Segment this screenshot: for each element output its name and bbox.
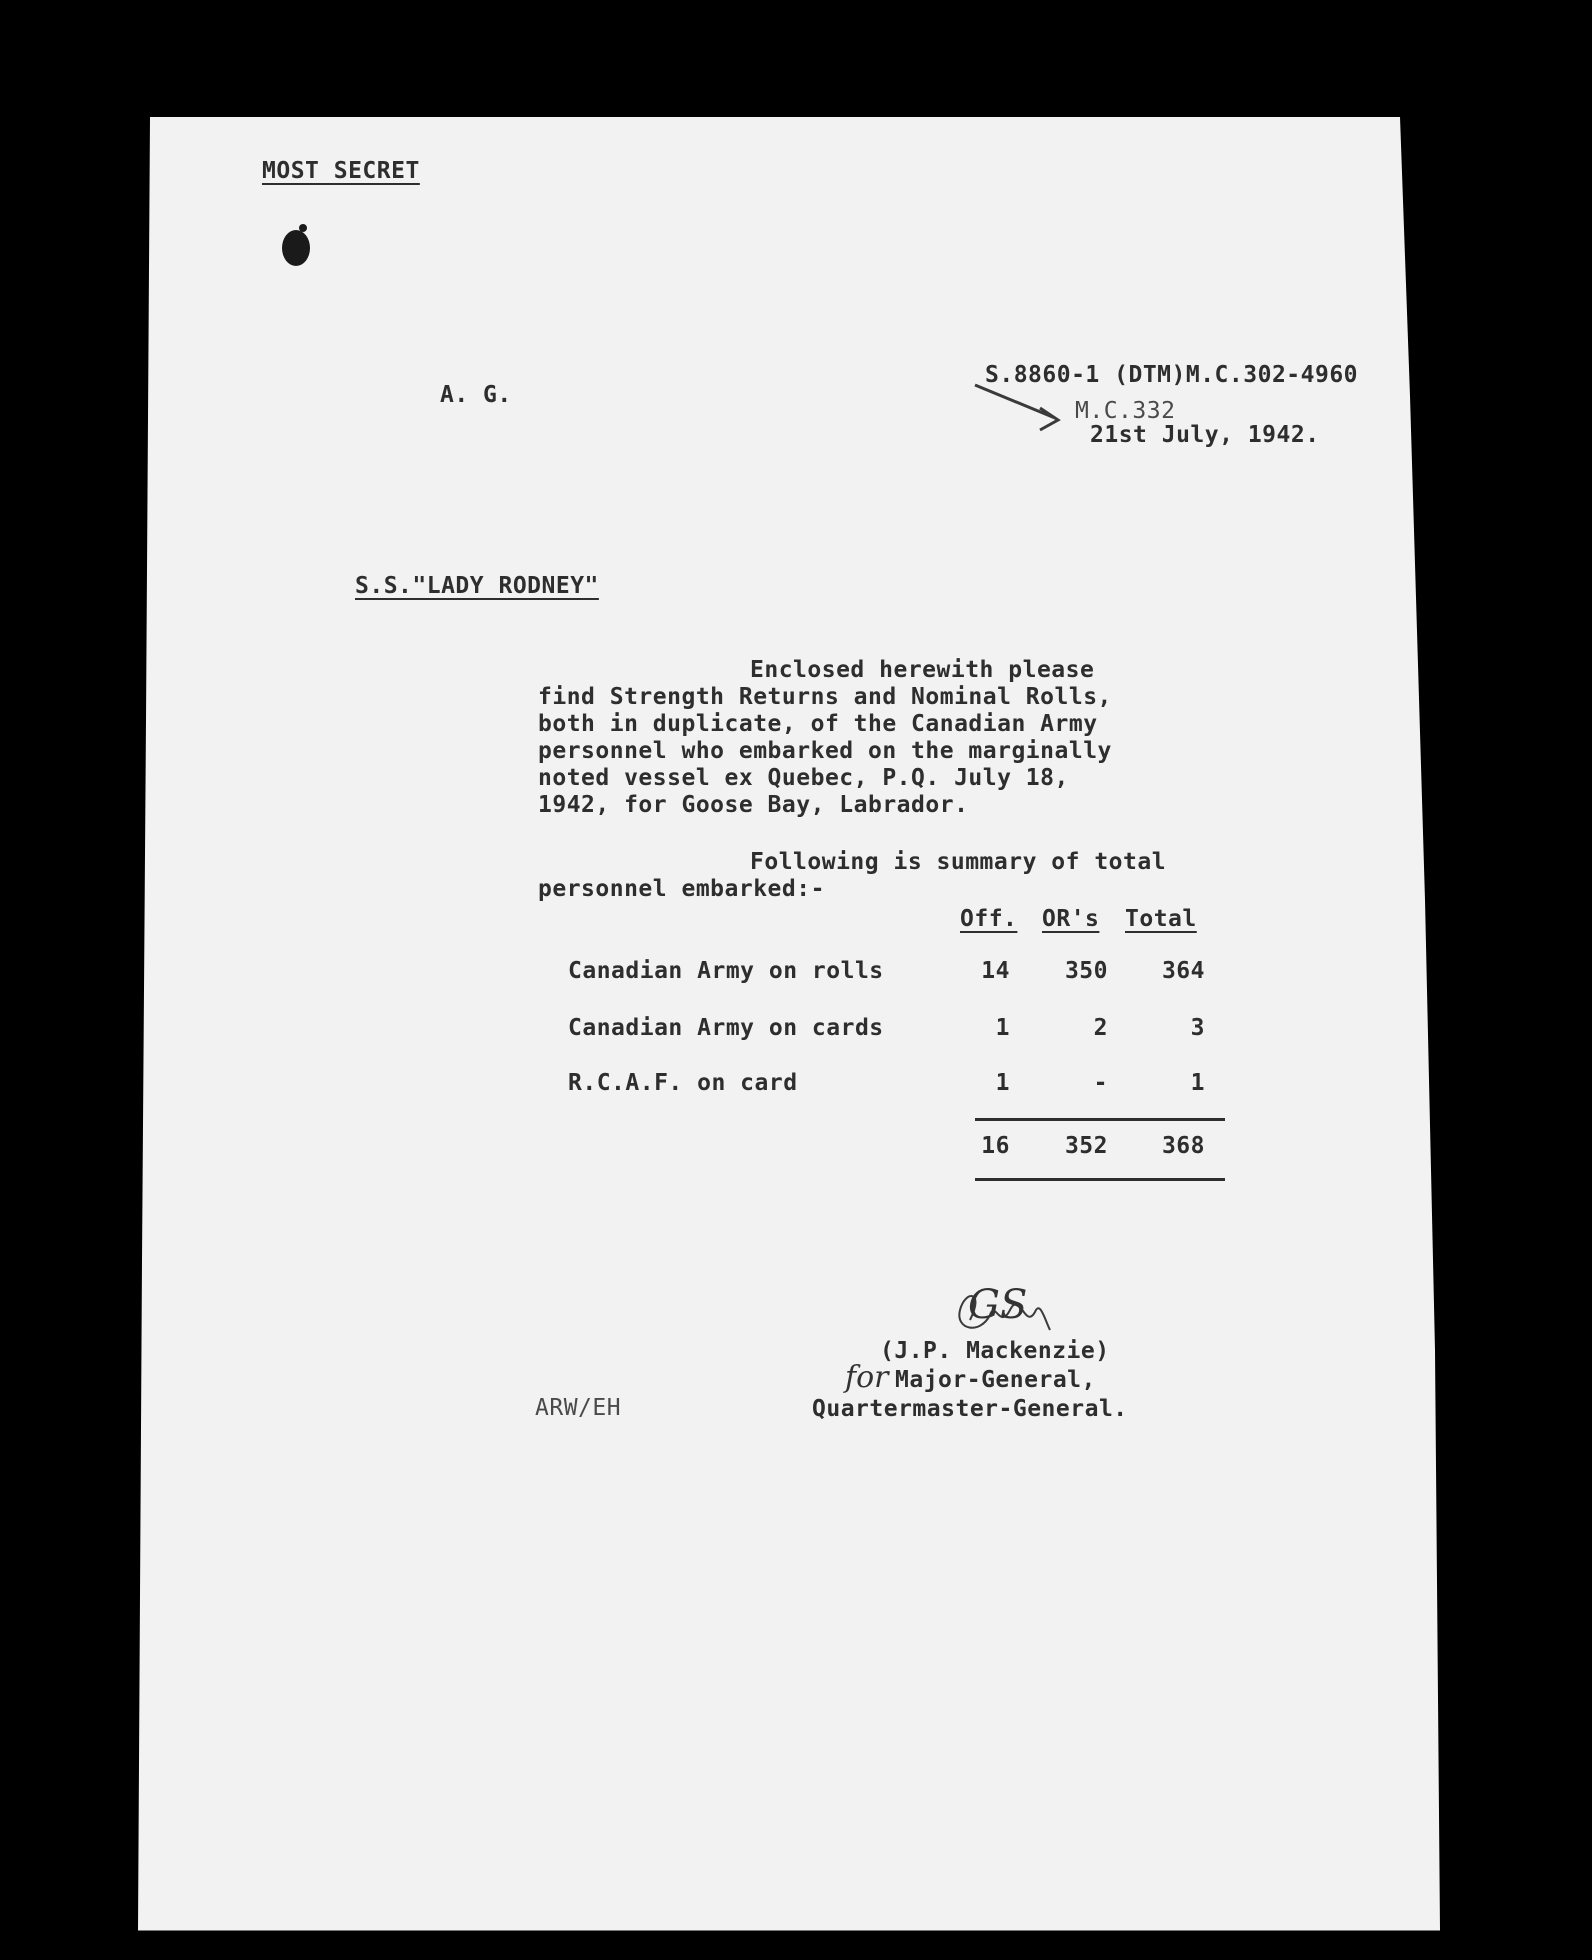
column-header-off: Off. [960,906,1018,932]
typist-reference: ARW/EH [535,1395,622,1421]
secondary-reference: M.C.332 [1075,398,1176,424]
column-header-ors: OR's [1042,906,1100,932]
row-off: 1 [995,1070,1010,1096]
row-total: 3 [1190,1015,1205,1041]
total-off: 16 [981,1133,1010,1159]
row-ors: - [1093,1070,1108,1096]
body-line: find Strength Returns and Nominal Rolls, [538,684,1112,710]
row-ors: 2 [1093,1015,1108,1041]
body-line: personnel who embarked on the marginally [538,738,1112,764]
row-ors: 350 [1064,958,1108,984]
body-line: both in duplicate, of the Canadian Army [538,711,1098,737]
row-off: 14 [981,958,1010,984]
signature-for-mark: for [845,1360,889,1395]
body-line: personnel embarked:- [538,876,825,902]
body-line: 1942, for Goose Bay, Labrador. [538,792,969,818]
row-label: Canadian Army on rolls [568,958,884,984]
total-rule-top [975,1118,1225,1121]
row-total: 364 [1161,958,1205,984]
signatory-name: (J.P. Mackenzie) [880,1338,1110,1364]
addressee: A. G. [440,382,512,408]
document-date: 21st July, 1942. [1090,422,1320,448]
ink-blot [282,230,310,266]
body-line: Following is summary of total [750,849,1167,875]
row-off: 1 [995,1015,1010,1041]
row-total: 1 [1190,1070,1205,1096]
column-header-total: Total [1125,906,1197,932]
file-reference: S.8860-1 (DTM)M.C.302-4960 [985,362,1359,388]
signature-initials: GS [968,1282,1028,1328]
row-label: R.C.A.F. on card [568,1070,798,1096]
total-ors: 352 [1064,1133,1108,1159]
body-line: noted vessel ex Quebec, P.Q. July 18, [538,765,1069,791]
row-label: Canadian Army on cards [568,1015,884,1041]
signatory-title: Quartermaster-General. [812,1396,1128,1422]
total-total: 368 [1161,1133,1205,1159]
signatory-rank: Major-General, [895,1367,1096,1393]
total-rule-bottom [975,1178,1225,1181]
body-line: Enclosed herewith please [750,657,1095,683]
classification-label: MOST SECRET [262,158,420,184]
subject-line: S.S."LADY RODNEY" [355,573,599,599]
